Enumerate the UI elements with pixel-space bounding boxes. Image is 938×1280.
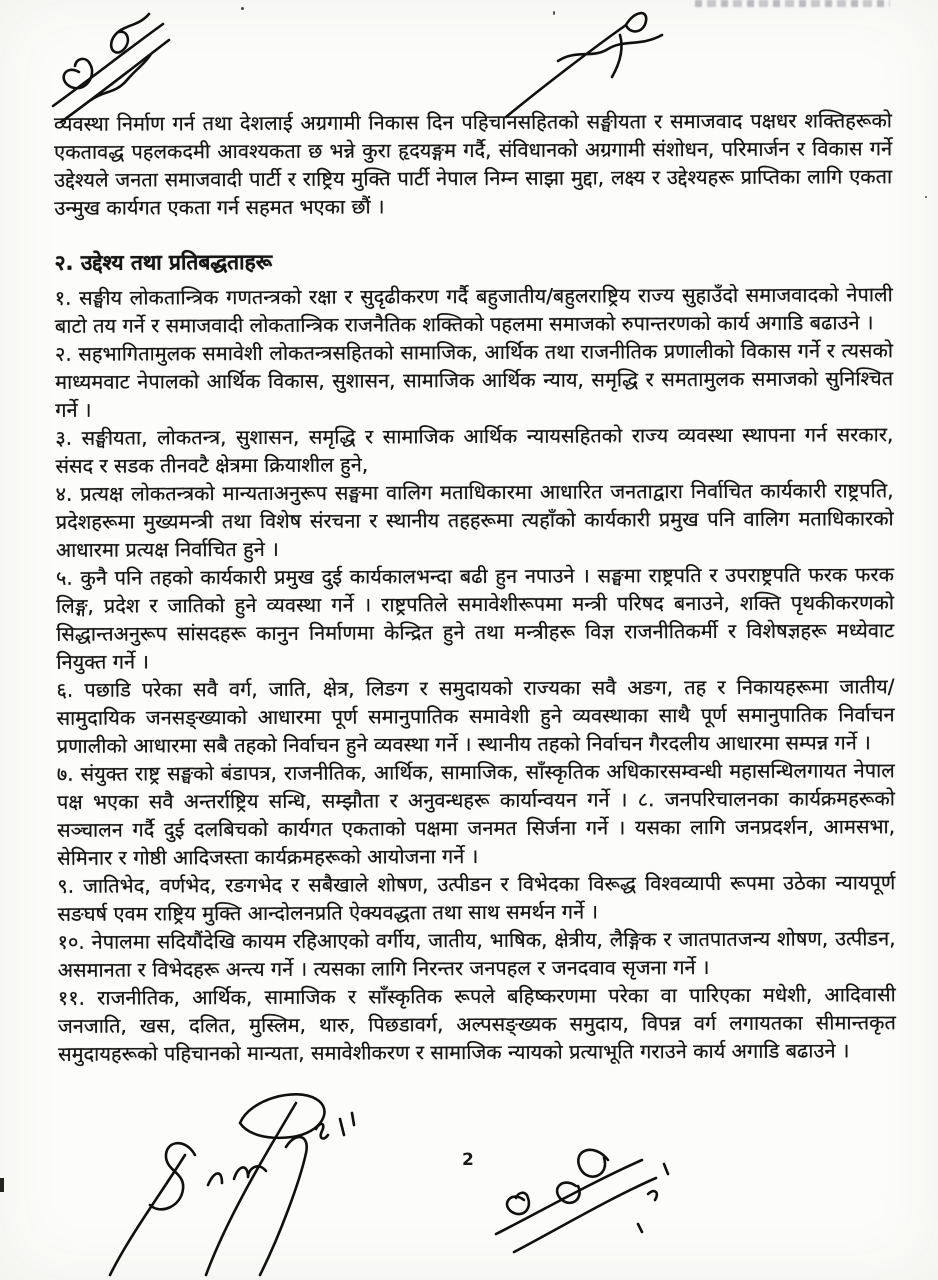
page-number: 2: [462, 1150, 474, 1170]
agreement-item-6: ६. पछाडि परेका सवै वर्ग, जाति, क्षेत्र, लिङग र समुदायको राज्यका सवै अङग, तह र निकायहरूमा जातीय/सामुदायिक जनसङ्ख्याको आधारमा पूर्ण समानुपातिक समावेशी हुने व्यवस्थाका साथै पूर्ण समानुपातिक निर्वाचन प्रणालीको आधारमा सबै तहको निर्वाचन हुने व्यवस्था गर्ने । स्थानीय तहको निर्वाचन गैरदलीय आधारमा सम्पन्न गर्ने ।: [56, 674, 895, 758]
scan-speck: [925, 196, 927, 198]
agreement-item-5: ५. कुनै पनि तहको कार्यकारी प्रमुख दुई कार्यकालभन्दा बढी हुन नपाउने । सङ्घमा राष्ट्रपति र उपराष्ट्रपति फरक फरक लिङ्ग, प्रदेश र जातिको हुने व्यवस्था गर्ने । राष्ट्रपतिले समावेशीरूपमा मन्त्री परिषद बनाउने, शक्ति पृथकीकरणको सिद्धान्तअनुरूप सांसदहरू कानुन निर्माणमा केन्द्रित हुने तथा मन्त्रीहरू विज्ञ राजनीतिकर्मी र विशेषज्ञहरू मध्येवाट नियुक्त गर्ने ।: [55, 562, 895, 674]
signature-bottom-left: [100, 1085, 370, 1280]
intro-paragraph: व्यवस्था निर्माण गर्न तथा देशलाई अग्रगामी निकास दिन पहिचानसहितको सङ्घीयता र समाजवाद पक्षधर शक्तिहरूको एकतावद्ध पहलकदमी आवश्यकता छ भन्ने कुरा हृदयङ्गम गर्दै, संविधानको अग्रगामी संशोधन, परिमार्जन र विकास गर्ने उद्देश्यले जनता समाजवादी पार्टी र राष्ट्रिय मुक्ति पार्टी नेपाल निम्न साझा मुद्दा, लक्ष्य र उद्देश्यहरू प्राप्तिका लागि एकता उन्मुख कार्यगत एकता गर्न सहमत भएका छौं ।: [53, 108, 893, 220]
agreement-item-2: २. सहभागितामुलक समावेशी लोकतन्त्रसहितको सामाजिक, आर्थिक तथा राजनीतिक प्रणालीको विकास गर्ने र त्यसको माध्यमवाट नेपालको आर्थिक विकास, सुशासन, सामाजिक आर्थिक न्याय, समृद्धि र समतामुलक समाजको सुनिश्चित गर्ने ।: [54, 338, 894, 422]
agreement-item-9: ९. जातिभेद, वर्णभेद, रङगभेद र सबैखाले शोषण, उत्पीडन र विभेदका विरूद्ध विश्वव्यापी रूपमा उठेका न्यायपूर्ण सङघर्ष एवम राष्ट्रिय मुक्ति आन्दोलनप्रति ऐक्यवद्धता तथा साथ समर्थन गर्ने ।: [57, 870, 896, 926]
agreement-items-7-8: ७. संयुक्त राष्ट्र सङ्घको बंडापत्र, राजनीतिक, आर्थिक, सामाजिक, साँस्कृतिक अधिकारसम्वन्धी महासन्धिलगायत नेपाल पक्ष भएका सवै अन्तर्राष्ट्रिय सन्धि, सम्झौता र अनुवन्धहरू कार्यान्वयन गर्ने । ८. जनपरिचालनका कार्यक्रमहरूको सञ्चालन गर्दै दुई दलबिचको कार्यगत एकताको पक्षमा जनमत सिर्जना गर्ने । यसका लागि जनप्रदर्शन, आमसभा, सेमिनार र गोष्ठी आदिजस्ता कार्यक्रमहरूको आयोजना गर्ने ।: [56, 758, 896, 870]
agreement-item-11: ११. राजनीतिक, आर्थिक, सामाजिक र साँस्कृतिक रूपले बहिष्करणमा परेका वा पारिएका मधेशी, आदिवासी जनजाति, खस, दलित, मुस्लिम, थारु, पिछडावर्ग, अल्पसङ्ख्यक समुदाय, विपन्न वर्ग लगायतका सीमान्तकृत समुदायहरूको पहिचानको मान्यता, समावेशीकरण र सामाजिक न्यायको प्रत्याभूति गराउने कार्य अगाडि बढाउने ।: [57, 982, 896, 1066]
agreement-item-10: १०. नेपालमा सदियौंदेखि कायम रहिआएको वर्गीय, जातीय, भाषिक, क्षेत्रीय, लैङ्गिक र जातपातजन्य शोषण, उत्पीडन, असमानता र विभेदहरू अन्त्य गर्ने । त्यसका लागि निरन्तर जनपहल र जनदवाव सृजना गर्ने ।: [57, 926, 896, 982]
cut-off-text-fragment: [695, 0, 890, 7]
scan-speck: [241, 7, 244, 10]
document-body: [54, 106, 896, 1068]
signature-bottom-right: [480, 1130, 680, 1270]
section-heading: २. उद्देश्य तथा प्रतिबद्धताहरू: [54, 249, 273, 275]
agreement-item-3: ३. सङ्घीयता, लोकतन्त्र, सुशासन, समृद्धि र सामाजिक आर्थिक न्यायसहितको राज्य व्यवस्था स्थापना गर्न सरकार, संसद र सडक तीनवटै क्षेत्रमा क्रियाशील हुने,: [55, 422, 894, 478]
signature-top-right: [500, 5, 670, 120]
scan-edge-artifact: [0, 1178, 4, 1192]
agreement-item-1: १. सङ्घीय लोकतान्त्रिक गणतन्त्रको रक्षा र सुदृढीकरण गर्दै बहुजातीय/बहुलराष्ट्रिय राज्य सुहाउँदो समाजवादको नेपाली बाटो तय गर्ने र समाजवादी लोकतान्त्रिक राजनैतिक शक्तिको पहलमा समाजको रुपान्तरणको कार्य अगाडि बढाउने ।: [54, 282, 893, 338]
agreement-item-4: ४. प्रत्यक्ष लोकतन्त्रको मान्यताअनुरूप सङ्घमा वालिग मताधिकारमा आधारित जनताद्वारा निर्वाचित कार्यकारी राष्ट्रपति, प्रदेशहरूमा मुख्यमन्त्री तथा विशेष संरचना र स्थानीय तहहरूमा त्यहाँको कार्यकारी प्रमुख पनि वालिग मताधिकारको आधारमा प्रत्यक्ष निर्वाचित हुने ।: [55, 478, 894, 562]
